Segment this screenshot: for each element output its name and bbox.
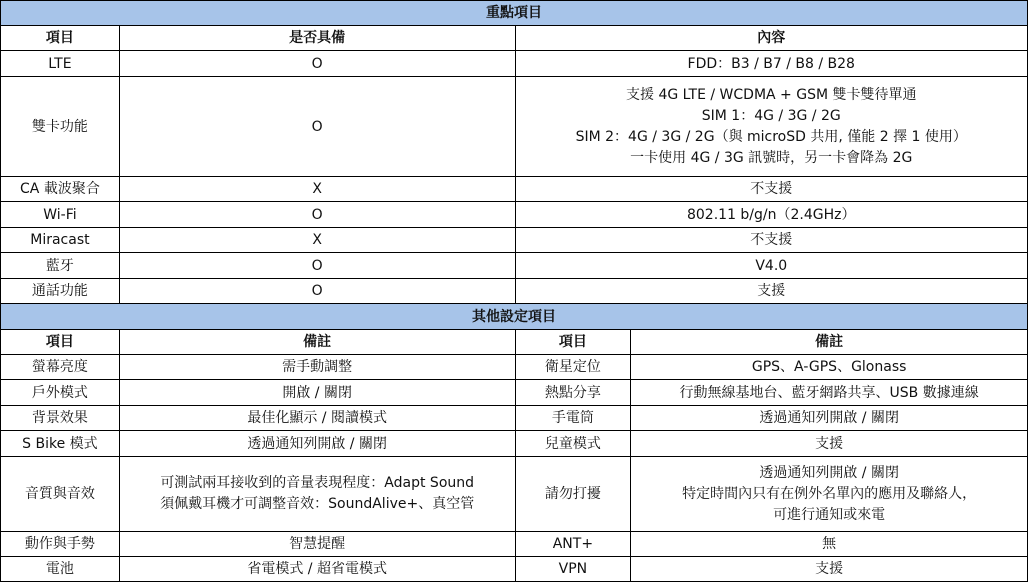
- table-row: [1, 406, 1028, 431]
- row-item: 雙卡功能: [1, 77, 120, 177]
- row-has: O: [119, 253, 515, 279]
- row-content: 支援: [515, 279, 1028, 304]
- note-line: 透過通知列開啟 / 關閉: [759, 464, 899, 481]
- row-item: 藍牙: [1, 253, 120, 279]
- table-row: [1, 457, 1028, 532]
- section1-banner: 重點項目: [1, 1, 1028, 26]
- row-item: 熱點分享: [515, 380, 631, 406]
- content-line: 一卡使用 4G / 3G 訊號時，另一卡會降為 2G: [630, 149, 913, 166]
- table-row: [1, 380, 1028, 406]
- table-row: [1, 557, 1028, 582]
- row-item: CA 載波聚合: [1, 177, 120, 202]
- row-note: 省電模式 / 超省電模式: [119, 557, 515, 582]
- row-note: 行動無線基地台、藍牙網路共享、USB 數據連線: [631, 380, 1028, 406]
- note-line: 特定時間內只有在例外名單內的應用及聯絡人，: [682, 485, 977, 502]
- table-row: [1, 177, 1028, 202]
- table-row: [1, 51, 1028, 77]
- note-line: 可測試兩耳接收到的音量表現程度：Adapt Sound: [160, 475, 475, 491]
- table-row: [1, 202, 1028, 228]
- content-line: SIM 1：4G / 3G / 2G: [701, 107, 841, 124]
- header-item: 項目: [515, 330, 631, 355]
- table-row: [1, 77, 1028, 177]
- row-item: S Bike 模式: [1, 431, 120, 457]
- header-item: 項目: [1, 330, 120, 355]
- row-item: 電池: [1, 557, 120, 582]
- row-content: 802.11 b/g/n（2.4GHz）: [515, 202, 1028, 228]
- row-item: 音質與音效: [1, 457, 120, 532]
- row-note: 智慧提醒: [119, 532, 515, 557]
- row-item: Wi-Fi: [1, 202, 120, 228]
- note-line: 可進行通知或來電: [773, 506, 886, 523]
- row-content: 不支援: [515, 228, 1028, 253]
- row-has: O: [119, 51, 515, 77]
- row-item: 請勿打擾: [515, 457, 631, 532]
- row-has: O: [119, 202, 515, 228]
- row-has: X: [119, 177, 515, 202]
- row-item: Miracast: [1, 228, 120, 253]
- row-item: 背景效果: [1, 406, 120, 431]
- row-content: FDD：B3 / B7 / B8 / B28: [515, 51, 1028, 77]
- table-row: [1, 253, 1028, 279]
- header-note: 備註: [119, 330, 515, 355]
- table-row: [1, 355, 1028, 380]
- row-note: GPS、A-GPS、Glonass: [631, 355, 1028, 380]
- note-line: 須佩戴耳機才可調整音效：SoundAlive+、真空管: [160, 496, 475, 512]
- section1: [1, 1, 1028, 304]
- row-item: 戶外模式: [1, 380, 120, 406]
- content-line: 支援 4G LTE / WCDMA + GSM 雙卡雙待單通: [626, 86, 917, 103]
- table-row: [1, 532, 1028, 557]
- header-has: 是否具備: [119, 26, 515, 51]
- row-item: 手電筒: [515, 406, 631, 431]
- row-item: 兒童模式: [515, 431, 631, 457]
- row-has: O: [119, 279, 515, 304]
- row-note: 最佳化顯示 / 閱讀模式: [119, 406, 515, 431]
- row-has: X: [119, 228, 515, 253]
- row-note: 支援: [631, 557, 1028, 582]
- row-content: V4.0: [515, 253, 1028, 279]
- row-item: 動作與手勢: [1, 532, 120, 557]
- header-item: 項目: [1, 26, 120, 51]
- row-note: 透過通知列開啟 / 關閉: [119, 431, 515, 457]
- table-row: [1, 228, 1028, 253]
- row-note: [119, 457, 515, 532]
- row-note: 無: [631, 532, 1028, 557]
- row-item: 螢幕亮度: [1, 355, 120, 380]
- section2-banner: 其他設定項目: [1, 304, 1028, 330]
- row-item: VPN: [515, 557, 631, 582]
- table-row: [1, 279, 1028, 304]
- row-content: 不支援: [515, 177, 1028, 202]
- row-content: [515, 77, 1028, 177]
- row-note: 透過通知列開啟 / 關閉: [631, 406, 1028, 431]
- row-has: O: [119, 77, 515, 177]
- row-note: [631, 457, 1028, 532]
- row-item: 衛星定位: [515, 355, 631, 380]
- table-row: [1, 431, 1028, 457]
- row-note: 支援: [631, 431, 1028, 457]
- header-note: 備註: [631, 330, 1028, 355]
- row-note: 需手動調整: [119, 355, 515, 380]
- content-line: SIM 2：4G / 3G / 2G（與 microSD 共用, 僅能 2 擇 1 使用）: [575, 128, 967, 145]
- row-note: 開啟 / 關閉: [119, 380, 515, 406]
- row-item: ANT+: [515, 532, 631, 557]
- row-item: LTE: [1, 51, 120, 77]
- section2: [1, 304, 1028, 582]
- header-content: 內容: [515, 26, 1028, 51]
- row-item: 通話功能: [1, 279, 120, 304]
